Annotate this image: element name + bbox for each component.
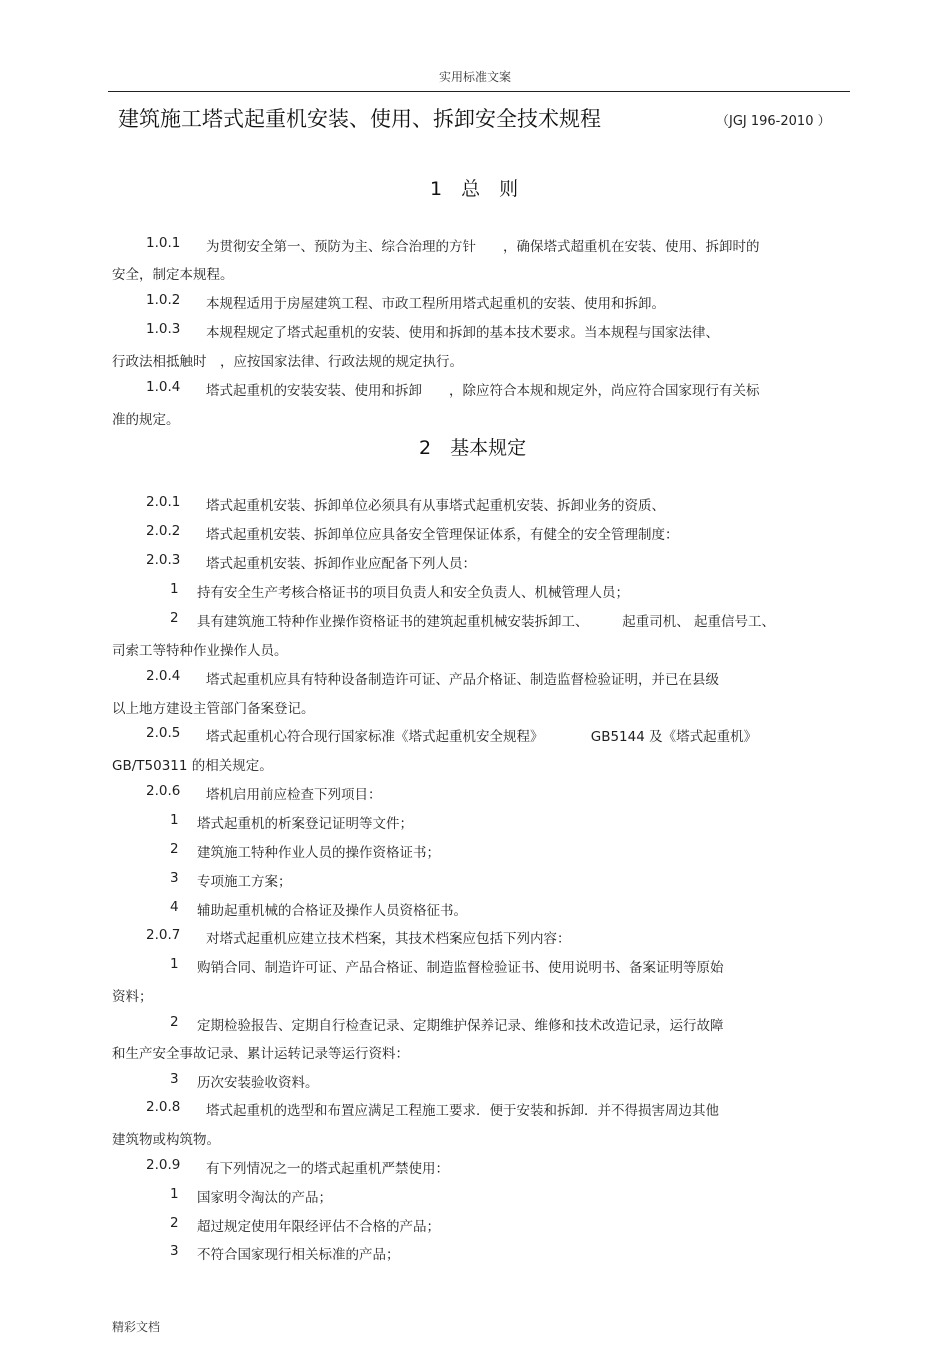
clause-number: 2.0.6 <box>146 783 181 799</box>
clause-number: 2.0.1 <box>146 494 181 510</box>
section-heading-basic-rules: 2 基本规定 <box>419 437 527 459</box>
clause-number: 3 <box>170 1243 179 1259</box>
clause-text: 有下列情况之一的塔式起重机严禁使用： <box>206 1161 449 1177</box>
clause-number: 2.0.3 <box>146 552 181 568</box>
clause-text: 对塔式起重机应建立技术档案，其技术档案应包括下列内容： <box>206 931 571 947</box>
clause-number: 2.0.9 <box>146 1157 181 1173</box>
clause-text: 本规程规定了塔式起重机的安装、使用和拆卸的基本技术要求。当本规程与国家法律、 <box>206 325 719 341</box>
clause-number: 2 <box>170 1014 179 1030</box>
clause-number: 2.0.2 <box>146 523 181 539</box>
clause-number: 1 <box>170 581 179 597</box>
clause-number: 2.0.4 <box>146 668 181 684</box>
clause-number: 1.0.1 <box>146 235 181 251</box>
clause-text: 和生产安全事故记录、累计运转记录等运行资料： <box>112 1046 409 1062</box>
clause-text: 塔式起重机心符合现行国家标准《塔式起重机安全规程》 GB5144 及《塔式起重机》 <box>206 729 758 745</box>
clause-text: 建筑施工特种作业人员的操作资格证书； <box>197 845 440 861</box>
clause-text: 塔式起重机安装、拆卸作业应配备下列人员： <box>206 556 476 572</box>
clause-text: 司索工等特种作业操作人员。 <box>112 643 288 659</box>
standard-code: （JGJ 196-2010 ） <box>716 114 831 129</box>
clause-text: 持有安全生产考核合格证书的项目负责人和安全负责人、机械管理人员； <box>197 585 629 601</box>
clause-number: 1.0.4 <box>146 379 181 395</box>
clause-number: 2 <box>170 841 179 857</box>
clause-number: 1 <box>170 956 179 972</box>
clause-text: 塔机启用前应检查下列项目： <box>206 787 382 803</box>
clause-text: 不符合国家现行相关标准的产品； <box>197 1247 400 1263</box>
clause-number: 4 <box>170 899 179 915</box>
clause-text: 塔式起重机的选型和布置应满足工程施工要求．便于安装和拆卸．并不得损害周边其他 <box>206 1103 719 1119</box>
clause-text: 安全，制定本规程。 <box>112 267 234 283</box>
document-title: 建筑施工塔式起重机安装、使用、拆卸安全技术规程 <box>118 107 601 131</box>
clause-number: 1 <box>170 812 179 828</box>
clause-text: 历次安装验收资料。 <box>197 1075 319 1091</box>
clause-text: 塔式起重机安装、拆卸单位必须具有从事塔式起重机安装、拆卸业务的资质、 <box>206 498 665 514</box>
header-rule <box>108 91 850 92</box>
clause-text: 超过规定使用年限经评估不合格的产品； <box>197 1219 440 1235</box>
clause-text: 以上地方建设主管部门备案登记。 <box>112 701 315 717</box>
clause-text: 资料； <box>112 989 153 1005</box>
clause-text: 具有建筑施工特种作业操作资格证书的建筑起重机械安装拆卸工、 起重司机、 起重信号工、 <box>197 614 776 630</box>
clause-text: 塔式起重机应具有特种设备制造许可证、产品介格证、制造监督检验证明，并已在县级 <box>206 672 719 688</box>
clause-text: 专项施工方案； <box>197 874 292 890</box>
section-heading-general: 1 总 则 <box>430 178 519 200</box>
clause-number: 2.0.5 <box>146 725 181 741</box>
clause-text: 为贯彻安全第一、预防为主、综合治理的方针 ，确保塔式超重机在安装、使用、拆卸时的 <box>206 239 760 255</box>
clause-number: 2 <box>170 610 179 626</box>
clause-number: 3 <box>170 1071 179 1087</box>
clause-text: 塔式起重机的安装安装、使用和拆卸 ，除应符合本规和规定外，尚应符合国家现行有关标 <box>206 383 760 399</box>
clause-number: 2.0.8 <box>146 1099 181 1115</box>
clause-number: 1.0.2 <box>146 292 181 308</box>
clause-number: 2.0.7 <box>146 927 181 943</box>
clause-text: 国家明令淘汰的产品； <box>197 1190 332 1206</box>
running-footer: 精彩文档 <box>112 1320 161 1334</box>
clause-number: 1.0.3 <box>146 321 181 337</box>
clause-text: 塔式起重机安装、拆卸单位应具备安全管理保证体系，有健全的安全管理制度： <box>206 527 679 543</box>
clause-text: 准的规定。 <box>112 412 180 428</box>
clause-text: 购销合同、制造许可证、产品合格证、制造监督检验证书、使用说明书、备案证明等原始 <box>197 960 724 976</box>
clause-number: 3 <box>170 870 179 886</box>
clause-text: 建筑物或构筑物。 <box>112 1132 220 1148</box>
clause-text: 本规程适用于房屋建筑工程、市政工程所用塔式起重机的安装、使用和拆卸。 <box>206 296 665 312</box>
clause-text: 塔式起重机的析案登记证明等文件； <box>197 816 413 832</box>
clause-number: 2 <box>170 1215 179 1231</box>
clause-text: 定期检验报告、定期自行检查记录、定期维护保养记录、维修和技术改造记录，运行故障 <box>197 1018 724 1034</box>
clause-text: 行政法相抵触时 ，应按国家法律、行政法规的规定执行。 <box>112 354 463 370</box>
clause-number: 1 <box>170 1186 179 1202</box>
running-header: 实用标准文案 <box>438 70 511 84</box>
clause-text: GB/T50311 的相关规定。 <box>112 758 273 774</box>
clause-text: 辅助起重机械的合格证及操作人员资格征书。 <box>197 903 467 919</box>
